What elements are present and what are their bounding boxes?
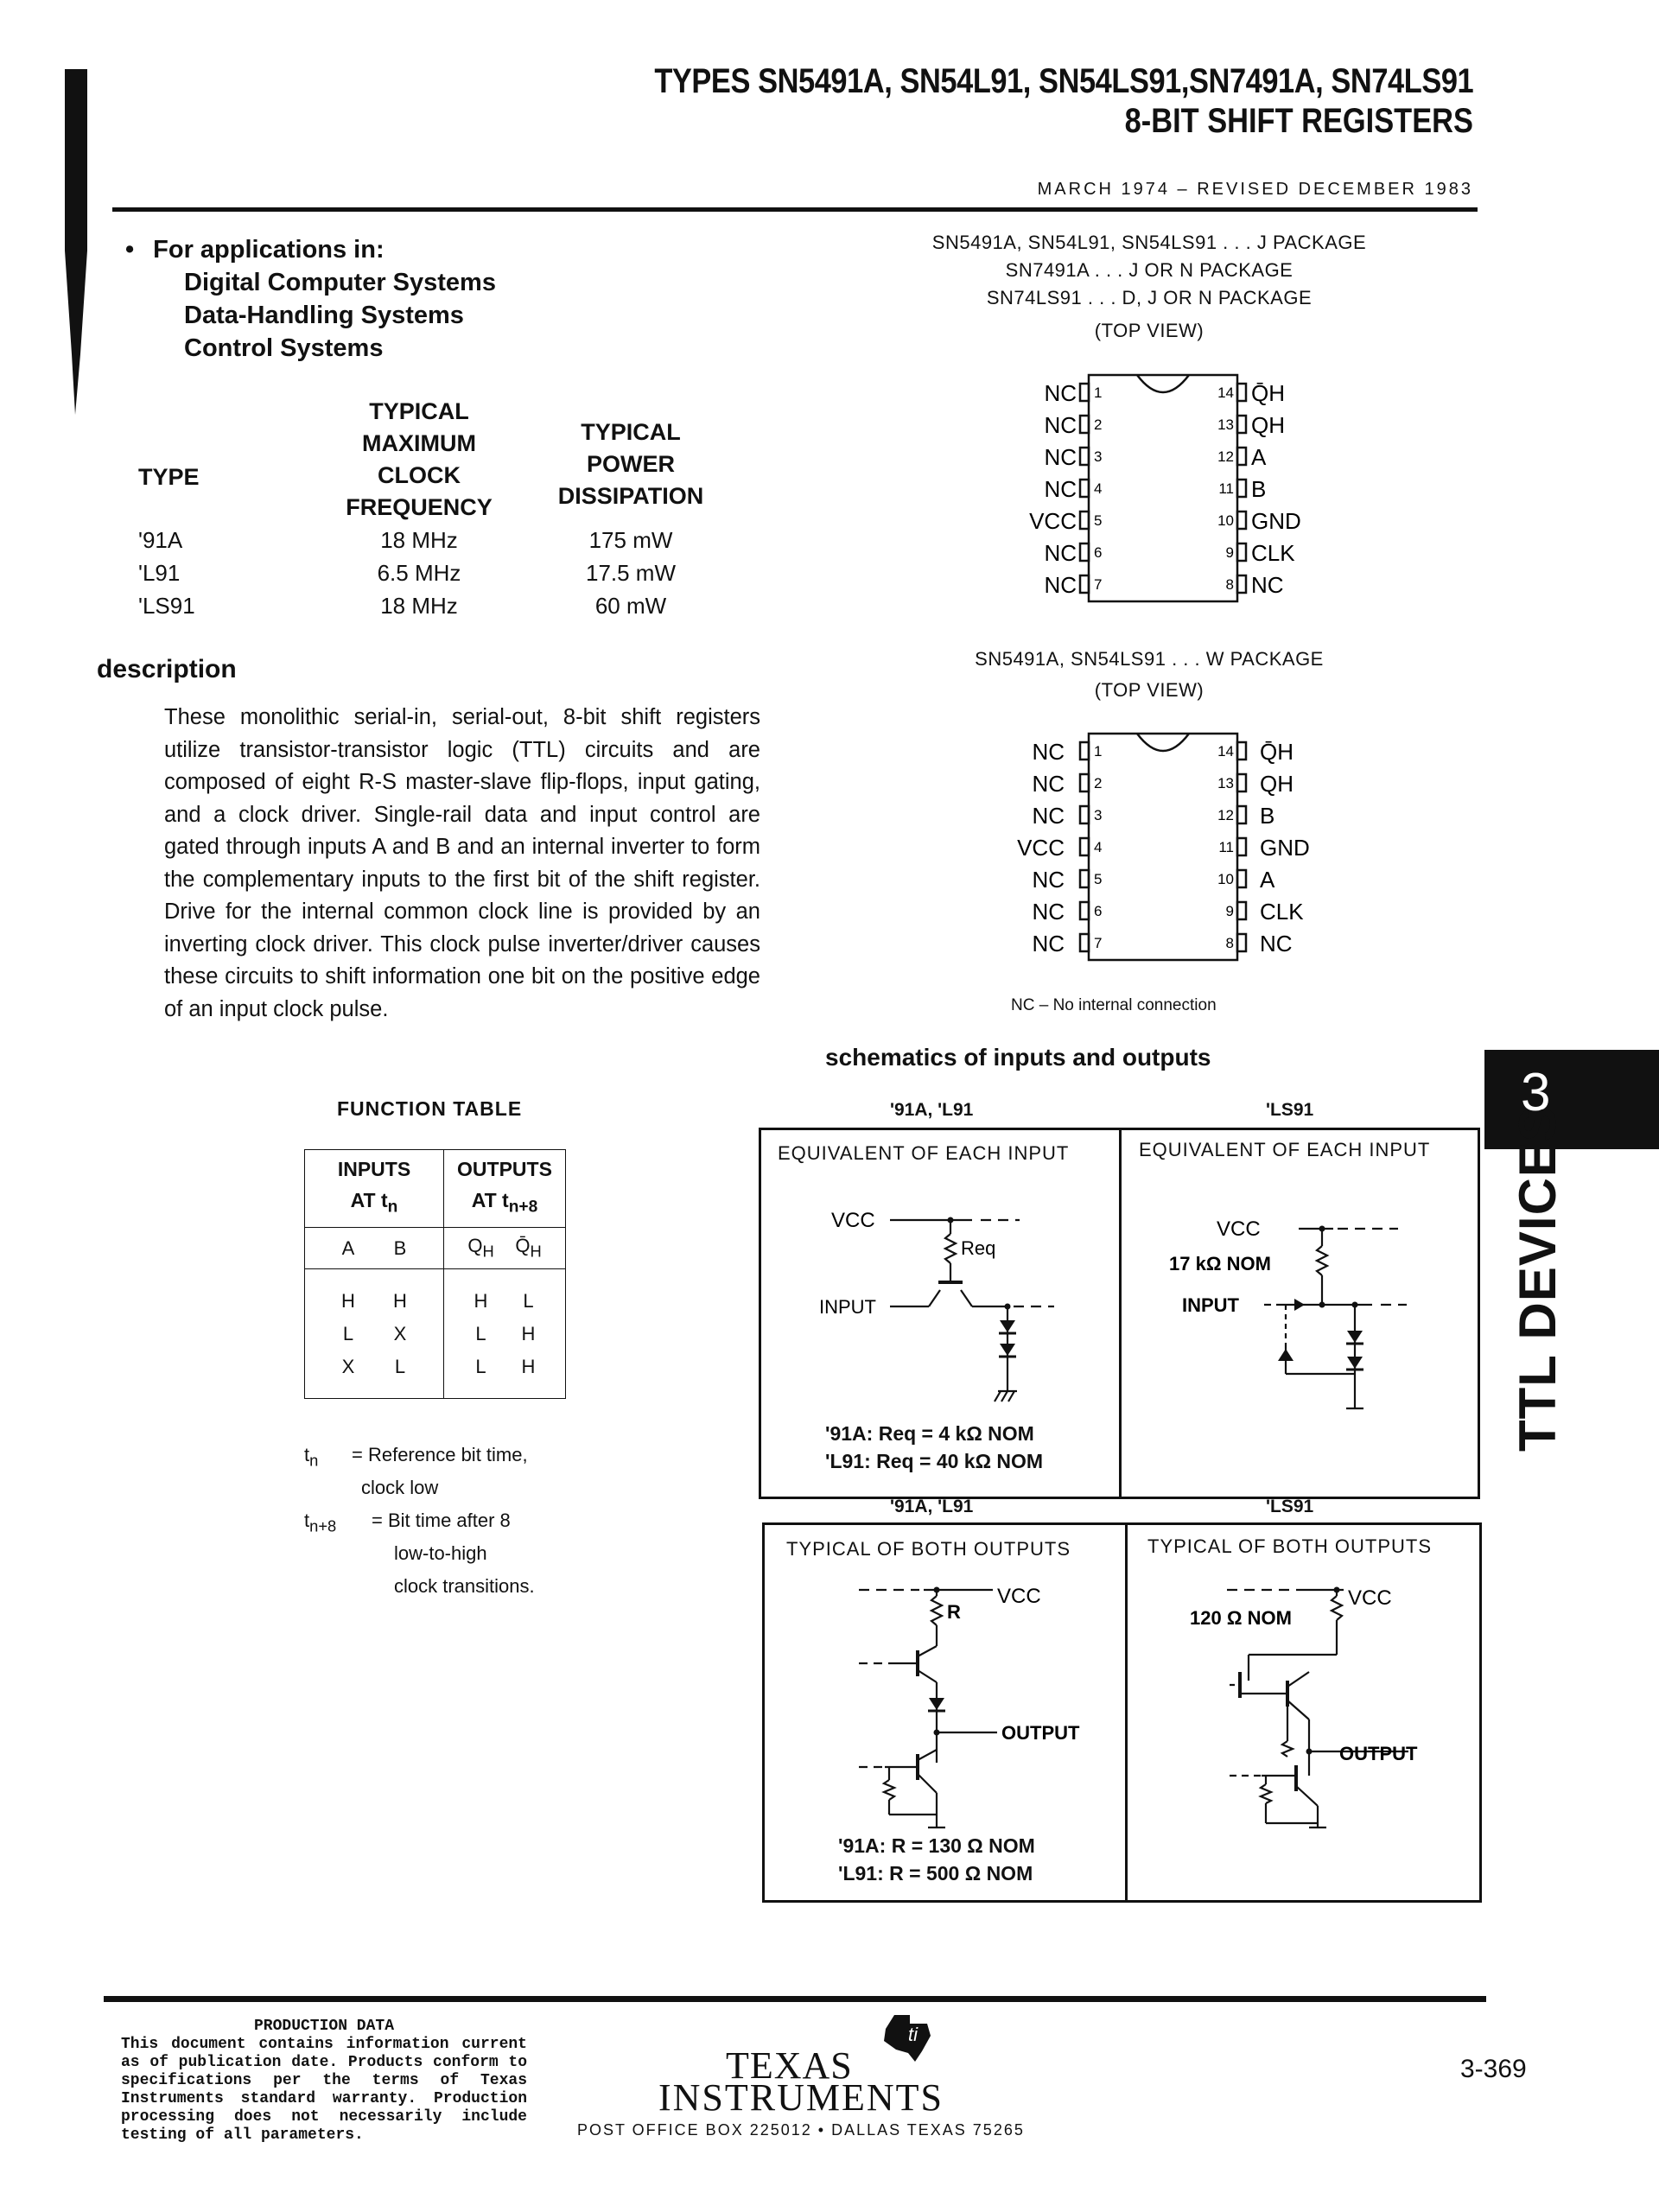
pin-label: GND [1251, 508, 1301, 534]
package1-line: SN5491A, SN54L91, SN54LS91 . . . J PACKAGE [931, 232, 1367, 253]
lower-e [1296, 1786, 1318, 1806]
company-name-line2: INSTRUMENTS [658, 2076, 944, 2119]
pin-number: 5 [1094, 512, 1103, 529]
cell: H [474, 1289, 488, 1312]
junction-dot [1306, 1749, 1313, 1755]
freq-header-line: FREQUENCY [346, 494, 493, 520]
output-schematic-ls91 [1128, 1568, 1480, 1897]
cell: H [521, 1322, 536, 1344]
h-sub: H [482, 1242, 494, 1261]
pin-number: 3 [1094, 807, 1103, 823]
pin-number: 8 [1225, 576, 1234, 593]
vcc-label: VCC [1348, 1586, 1392, 1610]
pin-left-numbers [1094, 743, 1102, 951]
table-row [305, 1318, 443, 1351]
transistor-emitter [929, 1290, 940, 1306]
pin-label: Q̄H [1251, 380, 1285, 406]
pin-number: 1 [1094, 385, 1103, 401]
cell: H [521, 1355, 536, 1377]
production-data [121, 2018, 527, 2145]
package1-view: (TOP VIEW) [1094, 320, 1205, 341]
page-number: 3-369 [1460, 2055, 1527, 2083]
production-text: This document contains information current as of publication date. Products conform to specifications per the terms of Texas Instruments standard warranty. Production processing does not necessarily include testing of all parameters. [121, 2036, 527, 2144]
junction-dot [1352, 1302, 1358, 1308]
label-ls91-bottom: 'LS91 [1266, 1497, 1314, 1516]
footer-rule [104, 1996, 1486, 2002]
margin-bar [65, 69, 87, 415]
section-number: 3 [1521, 1063, 1551, 1122]
t-letter: t [304, 1510, 310, 1531]
pin-number: 11 [1218, 480, 1234, 497]
function-table [304, 1149, 566, 1399]
application-item: Control Systems [184, 334, 384, 362]
qbar-letter: Q̄ [515, 1235, 531, 1257]
tn8-symbol [304, 1504, 336, 1542]
n-sub: n [309, 1451, 319, 1470]
pin-label: NC [1044, 476, 1077, 502]
pin-number: 6 [1094, 903, 1103, 919]
pin-label: NC [1032, 867, 1065, 893]
r-label: R [947, 1601, 961, 1623]
outputs-label: OUTPUTS [457, 1158, 552, 1181]
col-a: A [341, 1236, 355, 1259]
ls-out-resistor [1332, 1596, 1342, 1620]
application-item: Digital Computer Systems [184, 269, 496, 296]
junction-dot [934, 1730, 940, 1736]
freq-cell: 18 MHz [380, 593, 458, 619]
package-body [1089, 375, 1237, 601]
col-b: B [393, 1236, 407, 1259]
pin-number: 11 [1218, 839, 1234, 855]
output-values [444, 1269, 566, 1399]
pin-label: QH [1260, 771, 1294, 797]
diode-icon [1000, 1344, 1015, 1356]
pin-label: B [1260, 803, 1275, 829]
pin-label: A [1251, 444, 1267, 470]
vcc-label: VCC [1217, 1217, 1261, 1241]
input-label: INPUT [819, 1296, 876, 1318]
clamp-diode-icon [1278, 1349, 1294, 1361]
cell: X [393, 1322, 407, 1344]
description-heading: description [97, 655, 237, 683]
pin-label: GND [1260, 835, 1310, 861]
pin-right-labels [1251, 380, 1301, 598]
power-header-line: POWER [586, 450, 675, 477]
pin-label: NC [1032, 899, 1065, 925]
header-rule [112, 207, 1478, 212]
pin-number: 13 [1217, 775, 1234, 791]
n8-sub: n+8 [309, 1516, 337, 1535]
input-values [305, 1269, 444, 1399]
pin-label: CLK [1251, 540, 1295, 566]
output-label: OUTPUT [1339, 1743, 1418, 1764]
junction-dot [1005, 1304, 1011, 1310]
diode-icon [1347, 1357, 1363, 1369]
junction-dot [948, 1217, 954, 1224]
upper-e [918, 1670, 937, 1682]
output-notes-91a [838, 1832, 1035, 1887]
ti-logo-icon [877, 2012, 938, 2065]
type-cell: '91A [138, 527, 183, 553]
ground-hatch [995, 1391, 1001, 1402]
note-tn8 [304, 1504, 581, 1537]
type-cell: 'L91 [138, 560, 181, 586]
req-label: Req [961, 1237, 996, 1259]
pin-right-labels [1260, 739, 1310, 957]
nc-note: NC – No internal connection [1011, 996, 1217, 1014]
freq-cell: 6.5 MHz [377, 560, 461, 586]
notes [304, 1439, 581, 1603]
page-subtitle: 8-BIT SHIFT REGISTERS [1124, 102, 1473, 140]
company-name-line1: TEXAS [726, 2044, 853, 2087]
label-91a-bottom: '91A, 'L91 [890, 1497, 974, 1516]
pin-number: 4 [1094, 839, 1103, 855]
revision-date: MARCH 1974 – REVISED DECEMBER 1983 [1037, 180, 1473, 199]
lower-c [918, 1750, 937, 1760]
table-row [138, 524, 730, 556]
power-header-line: DISSIPATION [557, 482, 704, 509]
pin-number: 10 [1217, 512, 1234, 529]
vcc-label: VCC [997, 1585, 1041, 1608]
input-schematic-ls91 [1122, 1175, 1476, 1434]
diode-icon [1347, 1331, 1363, 1343]
output-label: OUTPUT [1001, 1722, 1080, 1744]
t2-e [1287, 1700, 1309, 1719]
tn-symbol [304, 1439, 318, 1477]
pin-label: VCC [1029, 508, 1077, 534]
cell: H [393, 1289, 407, 1312]
cell: L [475, 1355, 486, 1377]
tn8-sub: n+8 [508, 1198, 538, 1217]
cell: X [341, 1355, 355, 1377]
pin-left-labels [1017, 739, 1065, 957]
tn8-definition-cont: low-to-high [394, 1542, 487, 1564]
company-address: POST OFFICE BOX 225012 • DALLAS TEXAS 75265 [577, 2121, 1025, 2139]
pin-label: NC [1251, 572, 1284, 598]
spec-header-type: TYPE [138, 463, 200, 490]
tn8-definition: = Bit time after 8 [372, 1510, 511, 1531]
tn8-definition-cont: clock transitions. [394, 1575, 535, 1597]
pin-number: 2 [1094, 775, 1103, 791]
pin-number: 13 [1217, 416, 1234, 433]
cell: H [341, 1289, 355, 1312]
pin-number: 6 [1094, 544, 1103, 561]
table-row [444, 1351, 565, 1383]
at-t: AT t [350, 1189, 388, 1212]
typical-outputs-caption: TYPICAL OF BOTH OUTPUTS [786, 1538, 1071, 1560]
junction-dot [1334, 1587, 1340, 1593]
pin-label: NC [1044, 412, 1077, 438]
pin-left-numbers [1094, 385, 1102, 593]
q-letter: Q [467, 1235, 483, 1257]
package-body [1089, 734, 1237, 960]
table-row [305, 1351, 443, 1383]
pin-label: NC [1260, 931, 1293, 957]
input-notes-91a [825, 1420, 1043, 1475]
pin-number: 2 [1094, 416, 1103, 433]
cell: L [342, 1322, 354, 1344]
pin-number: 8 [1225, 935, 1234, 951]
package1-captions [864, 229, 1434, 345]
pin-label: VCC [1017, 835, 1065, 861]
pin-label: B [1251, 476, 1267, 502]
col-head-outputs [444, 1228, 566, 1269]
input-schematic-91a [760, 1175, 1119, 1417]
type-cell: 'LS91 [138, 593, 195, 619]
package1-pinout [1020, 363, 1331, 605]
pin-right-numbers [1217, 385, 1234, 593]
pin-number: 3 [1094, 448, 1103, 465]
h-sub: H [530, 1242, 542, 1261]
package2-pinout [1002, 721, 1348, 963]
pin-number: 5 [1094, 871, 1103, 887]
pin-number: 1 [1094, 743, 1103, 760]
input-note: '91A: Req = 4 kΩ NOM [825, 1422, 1034, 1445]
ttl-devices-label: TTL DEVICES [1509, 1106, 1567, 1452]
cell: L [523, 1289, 534, 1312]
junction-dot [1319, 1226, 1325, 1232]
bias-resistor [1282, 1741, 1293, 1757]
col-qh [457, 1235, 505, 1261]
package2-view: (TOP VIEW) [1094, 679, 1205, 701]
cell: L [475, 1322, 486, 1344]
note-tn [304, 1439, 581, 1471]
inputs-label: INPUTS [337, 1158, 411, 1181]
pin-label: NC [1032, 771, 1065, 797]
package-notch [1137, 734, 1189, 751]
output-note: 'L91: R = 500 Ω NOM [838, 1862, 1033, 1885]
outputs-header [444, 1150, 566, 1228]
function-table-title: FUNCTION TABLE [337, 1097, 523, 1120]
table-row [444, 1285, 565, 1318]
pin-number: 14 [1217, 743, 1234, 760]
power-cell: 60 mW [594, 593, 667, 619]
table-row [138, 589, 730, 622]
at-t: AT t [471, 1189, 509, 1212]
pin-number: 9 [1225, 903, 1234, 919]
power-header-line: TYPICAL [581, 418, 681, 445]
power-cell: 17.5 mW [585, 560, 677, 586]
pin-label: NC [1032, 803, 1065, 829]
freq-header-line: TYPICAL [369, 398, 469, 424]
table-row [305, 1285, 443, 1318]
junction-dot [934, 1587, 940, 1593]
spec-header-power [531, 396, 730, 524]
pin-label: Q̄H [1260, 739, 1294, 765]
tn-definition: = Reference bit time, [352, 1444, 528, 1465]
t-letter: t [304, 1444, 310, 1465]
tn-sub: n [387, 1198, 398, 1217]
package1-line: SN74LS91 . . . D, J OR N PACKAGE [986, 287, 1313, 308]
ground-hatch [1001, 1391, 1007, 1402]
pin-label: NC [1032, 739, 1065, 765]
freq-header-line: MAXIMUM [362, 430, 476, 456]
pin-number: 10 [1217, 871, 1234, 887]
equiv-input-caption-ls: EQUIVALENT OF EACH INPUT [1139, 1139, 1431, 1160]
package2-captions [864, 644, 1434, 706]
junction-dot [1319, 1302, 1325, 1308]
pin-label: NC [1032, 931, 1065, 957]
pin-label: NC [1044, 444, 1077, 470]
upper-c [918, 1646, 937, 1656]
col-qhbar [505, 1235, 552, 1261]
package-notch [1137, 375, 1189, 392]
schematics-title: schematics of inputs and outputs [825, 1044, 1211, 1071]
pin-number: 12 [1217, 448, 1234, 465]
pin-number: 14 [1217, 385, 1234, 401]
pin-number: 7 [1094, 576, 1103, 593]
table-row [444, 1318, 565, 1351]
output-note: '91A: R = 130 Ω NOM [838, 1834, 1035, 1857]
input-label: INPUT [1182, 1294, 1239, 1316]
applications [125, 233, 496, 365]
equiv-input-caption: EQUIVALENT OF EACH INPUT [778, 1142, 1070, 1164]
pin-label: A [1260, 867, 1275, 893]
page-title: TYPES SN5491A, SN54L91, SN54LS91,SN7491A, SN74LS91 [654, 62, 1473, 100]
diode-icon [929, 1698, 944, 1710]
outputs-at [444, 1185, 565, 1224]
transistor-collector [961, 1290, 972, 1306]
table-row [138, 556, 730, 589]
diode-icon [1000, 1320, 1015, 1332]
applications-heading: For applications in: [153, 236, 385, 264]
ground-hatch [1008, 1391, 1014, 1402]
production-title: PRODUCTION DATA [253, 2018, 395, 2035]
ls-out-res: 120 Ω NOM [1190, 1607, 1292, 1629]
col-head-inputs [305, 1228, 444, 1269]
inputs-at [305, 1185, 443, 1224]
output-schematic-91a [764, 1568, 1125, 1845]
t2-c [1287, 1672, 1309, 1687]
pin-label: NC [1044, 572, 1077, 598]
description-text: These monolithic serial-in, serial-out, 8-bit shift registers utilize transistor-transistor logic (TTL) circuits and are composed of eight R-S master-slave flip-flops, input gating, and a clock driver. Single-rail data and input control are gated through inputs A and B and an internal inverter to form the complementary inputs to the first bit of the shift register. Drive for the internal common clock line is provided by an inverting clock driver. This clock pulse inverter/driver causes these circuits to shift information one bit on the positive edge of an input clock pulse. [164, 705, 760, 1021]
req-resistor [945, 1234, 956, 1263]
power-cell: 175 mW [588, 527, 673, 553]
margin-bar-shape [65, 69, 87, 415]
bullet: • [125, 236, 135, 264]
spec-table [138, 396, 730, 622]
label-ls91-top: 'LS91 [1266, 1100, 1314, 1120]
squarer-resistor [1261, 1784, 1271, 1803]
svg-text:ti: ti [908, 2024, 918, 2045]
cell: L [394, 1355, 406, 1377]
pin-number: 4 [1094, 480, 1103, 497]
pin-number: 9 [1225, 544, 1234, 561]
freq-cell: 18 MHz [380, 527, 458, 553]
input-note: 'L91: Req = 40 kΩ NOM [825, 1450, 1044, 1472]
package1-line: SN7491A . . . J OR N PACKAGE [1005, 259, 1294, 281]
pin-number: 12 [1217, 807, 1234, 823]
schottky-diode-icon [1294, 1299, 1305, 1311]
ls-resistor [1317, 1246, 1327, 1275]
lower-e [918, 1774, 937, 1793]
spec-header-freq [307, 396, 531, 524]
application-item: Data-Handling Systems [184, 302, 464, 329]
freq-header-line: CLOCK [378, 462, 461, 488]
typical-outputs-caption-ls: TYPICAL OF BOTH OUTPUTS [1147, 1535, 1432, 1557]
r-resistor [931, 1596, 942, 1625]
vcc-label: VCC [831, 1209, 875, 1232]
tn-definition-cont: clock low [361, 1477, 439, 1498]
ls-input-res: 17 kΩ NOM [1169, 1253, 1271, 1274]
pin-label: QH [1251, 412, 1285, 438]
squarer-resistor [884, 1780, 894, 1800]
package2-line: SN5491A, SN54LS91 . . . W PACKAGE [975, 648, 1324, 670]
pin-label: CLK [1260, 899, 1304, 925]
pin-label: NC [1044, 540, 1077, 566]
label-91a-top: '91A, 'L91 [890, 1100, 974, 1120]
pin-left-labels [1029, 380, 1077, 598]
pin-number: 7 [1094, 935, 1103, 951]
inputs-header [305, 1150, 444, 1228]
pin-right-numbers [1217, 743, 1234, 951]
pin-label: NC [1044, 380, 1077, 406]
